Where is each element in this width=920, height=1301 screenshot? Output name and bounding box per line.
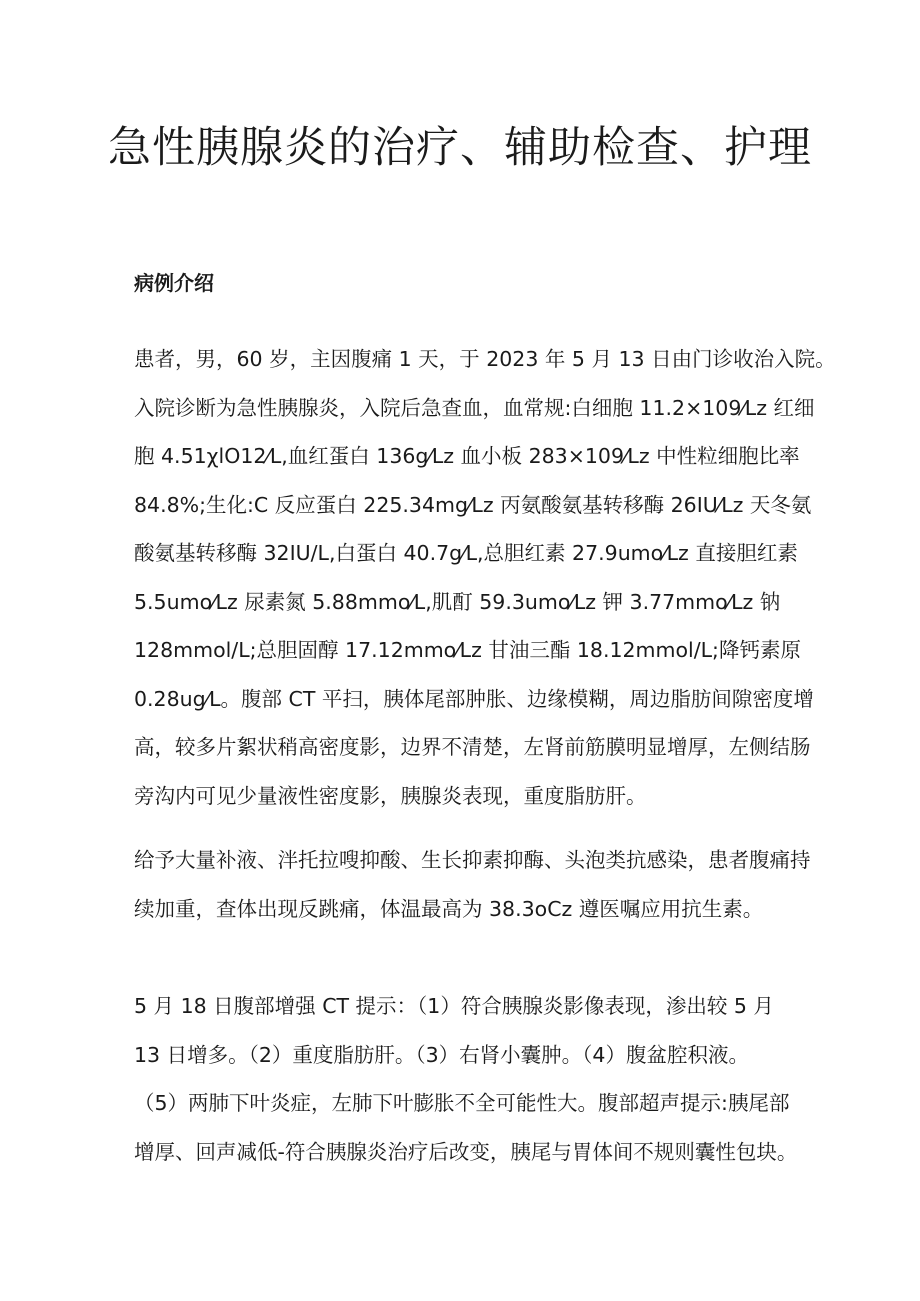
paragraph-case-details [134, 335, 836, 820]
document-title: 急性胰腺炎的治疗、辅助检查、护理 [108, 123, 812, 173]
section-heading: 病例介绍 [134, 271, 214, 295]
text-line: 84.8%;生化:C 反应蛋白 225.34mg⁄Lz 丙氨酸氨基转移酶 26IU⁄Lz 天冬氨 [134, 492, 812, 517]
text-line: 酸氨基转移酶 32IU/L,白蛋白 40.7g⁄L,总胆红素 27.9umo⁄Lz 直接胆红素 [134, 541, 798, 565]
text-line: （5）两肺下叶炎症，左肺下叶膨胀不全可能性大。腹部超声提示:胰尾部 [134, 1091, 790, 1115]
text-line: 13 日增多。（2）重度脂肪肝。（3）右肾小囊肿。（4）腹盆腔积液。 [134, 1042, 749, 1067]
text-line: 入院诊断为急性胰腺炎，入院后急查血，血常规:白细胞 11.2×109⁄Lz 红细 [134, 395, 815, 420]
text-line: 5 月 18 日腹部增强 CT 提示：（1）符合胰腺炎影像表现，渗出较 5 月 [134, 994, 774, 1018]
text-line: 续加重，查体出现反跳痛，体温最高为 38.3oCz 遵医嘱应用抗生素。 [134, 896, 764, 921]
text-line: 0.28ug⁄L。腹部 CT 平扫，胰体尾部肿胀、边缘模糊，周边脂肪间隙密度增 [134, 686, 814, 711]
text-line: 5.5umo⁄Lz 尿素氮 5.88mmo⁄L,肌酊 59.3umo⁄Lz 钾 3.77mmo⁄Lz 钠 [134, 589, 781, 614]
text-line: 患者，男，60 岁，主因腹痛 1 天，于 2023 年 5 月 13 日由门诊收治入院。 [134, 347, 836, 371]
text-line: 胞 4.51χlO12⁄L,血红蛋白 136g⁄Lz 血小板 283×109⁄Lz 中性粒细胞比率 [134, 444, 800, 468]
text-line: 给予大量补液、泮托拉嗖抑酸、生长抑素抑酶、头泡类抗感染，患者腹痛持 [134, 848, 811, 872]
text-line: 旁沟内可见少量液性密度影，胰腺炎表现，重度脂肪肝。 [134, 783, 647, 808]
text-line: 增厚、回声减低-符合胰腺炎治疗后改变，胰尾与胃体间不规则囊性包块。 [134, 1139, 798, 1164]
paragraph-imaging-results [134, 982, 798, 1176]
text-line: 高，较多片絮状稍高密度影，边界不清楚，左肾前筋膜明显增厚，左侧结肠 [134, 735, 811, 759]
paragraph-treatment [134, 836, 811, 933]
text-line: 128mmol/L;总胆固醇 17.12mmo⁄Lz 甘油三酯 18.12mmol/L;降钙素原 [134, 638, 801, 662]
